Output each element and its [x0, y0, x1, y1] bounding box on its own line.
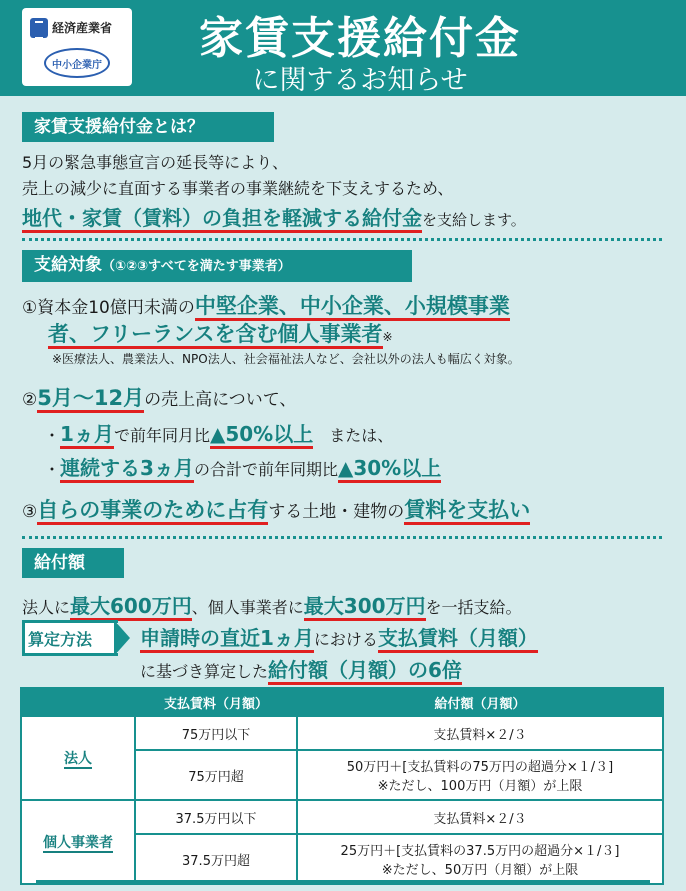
condition-2a-emphasis-2: ▲50%以上: [210, 422, 313, 449]
amount-individual-max: 最大300万円: [304, 594, 426, 621]
condition-2a-tail: または、: [313, 426, 394, 445]
condition-1-emphasis-1: 中堅企業、中小企業、小規模事業: [195, 294, 510, 321]
condition-3-middle: する土地・建物の: [268, 502, 405, 522]
benefit-formula: 50万円＋[支払賃料の75万円の超過分×１/３]: [346, 760, 614, 775]
calc-line-2-prefix: に基づき算定した: [140, 662, 269, 681]
about-line-3: [22, 202, 526, 231]
category-label: 個人事業者: [43, 835, 113, 851]
table-row: [21, 716, 663, 750]
arrow-right-icon: [114, 620, 130, 656]
section-divider: [22, 536, 662, 539]
section-divider: [22, 238, 662, 241]
column-header: 給付額（月額）: [297, 688, 663, 716]
rent-cell: 75万円超: [135, 750, 297, 800]
section-heading-about: 家賃支援給付金とは？: [22, 112, 274, 142]
section-heading-amount: 給付額: [22, 548, 124, 578]
calc-emphasis-1: 申請時の直近1ヵ月: [140, 626, 314, 653]
agency-name: 中小企業庁: [52, 60, 102, 71]
condition-3-prefix: ③: [22, 502, 38, 522]
eligibility-heading-label: 支給対象: [34, 255, 102, 275]
category-corporate: [21, 716, 135, 800]
rent-cell: 37.5万円以下: [135, 800, 297, 834]
benefit-cell: [297, 834, 663, 884]
benefit-cap-note: ※ただし、50万円（月額）が上限: [381, 863, 579, 878]
condition-1-mark: ※: [382, 330, 393, 344]
page-title: 家賃支援給付金: [199, 13, 521, 64]
calc-middle: における: [313, 630, 378, 649]
condition-2b-bullet: ・: [44, 460, 61, 479]
eligibility-heading-note: （①②③すべてを満たす事業者）: [102, 259, 291, 274]
amount-middle: 、個人事業者に: [191, 598, 304, 617]
calc-line-1: [140, 622, 538, 651]
condition-2b-emphasis-2: ▲30%以上: [338, 456, 441, 483]
about-line-1: 5月の緊急事態宣言の延長等により、: [22, 153, 289, 172]
page-subtitle: に関するお知らせ: [252, 65, 468, 96]
benefit-cell: [297, 750, 663, 800]
bottom-rule: [36, 880, 650, 883]
section-heading-eligibility: [22, 250, 412, 282]
logo-box: [22, 8, 132, 86]
smea-logo: [44, 48, 110, 78]
condition-2b-line: [44, 452, 441, 481]
rent-cell: 37.5万円超: [135, 834, 297, 884]
ministry-name: 経済産業省: [52, 21, 113, 35]
about-line-3-tail: を支給します。: [422, 211, 526, 229]
condition-2a-middle: で前年同月比: [113, 426, 210, 445]
benefit-formula: 25万円＋[支払賃料の37.5万円の超過分×１/３]: [340, 844, 620, 859]
benefit-cell: 支払賃料×２/３: [297, 800, 663, 834]
condition-2-emphasis: 5月～12月: [37, 386, 144, 413]
condition-2a-emphasis-1: 1ヵ月: [60, 422, 114, 449]
column-header: 支払賃料（月額）: [135, 688, 297, 716]
condition-1-emphasis-2: 者、フリーランスを含む個人事業者: [48, 322, 383, 349]
amount-line: [22, 590, 522, 619]
amount-tail: を一括支給。: [425, 598, 522, 617]
condition-3-emphasis-1: 自らの事業のために占有: [37, 498, 268, 525]
calc-emphasis-3: 給付額（月額）の6倍: [268, 658, 462, 685]
condition-1-line-1: [22, 290, 510, 320]
benefit-cap-note: ※ただし、100万円（月額）が上限: [377, 779, 583, 794]
calc-method-badge: [22, 620, 130, 656]
condition-2a-line: [44, 418, 393, 447]
about-emphasis: 地代・家賃（賃料）の負担を軽減する給付金: [22, 206, 422, 233]
amount-prefix: 法人に: [22, 598, 71, 617]
condition-1-note: ※医療法人、農業法人、NPO法人、社会福祉法人など、会社以外の法人も幅広く対象。: [52, 352, 520, 366]
benefit-cell: 支払賃料×２/３: [297, 716, 663, 750]
condition-1-prefix: ①資本金10億円未満の: [22, 298, 195, 318]
condition-1-line-2: [48, 318, 393, 348]
condition-2-prefix: ②: [22, 390, 38, 410]
badge-label: 算定方法: [28, 630, 93, 649]
meti-logo-icon: [30, 18, 48, 38]
category-label: 法人: [64, 751, 92, 767]
calc-emphasis-2: 支払賃料（月額）: [378, 626, 538, 653]
condition-2b-middle: の合計で前年同期比: [193, 460, 338, 479]
benefit-table: [20, 687, 664, 885]
condition-3-line: [22, 494, 530, 524]
about-line-2: 売上の減少に直面する事業者の事業継続を下支えするため、: [22, 179, 454, 198]
condition-2a-bullet: ・: [44, 426, 61, 445]
table-header-row: [21, 688, 663, 716]
condition-2-line: [22, 382, 296, 412]
amount-corporate-max: 最大600万円: [70, 594, 192, 621]
header-banner: [0, 0, 686, 96]
column-header: [21, 688, 135, 716]
condition-2b-emphasis-1: 連続する3ヵ月: [60, 456, 194, 483]
condition-3-emphasis-2: 賃料を支払い: [404, 498, 530, 525]
category-individual: [21, 800, 135, 884]
table-row: [21, 800, 663, 834]
condition-2-tail: の売上高について、: [144, 390, 297, 410]
rent-cell: 75万円以下: [135, 716, 297, 750]
calc-line-2: [140, 654, 462, 683]
